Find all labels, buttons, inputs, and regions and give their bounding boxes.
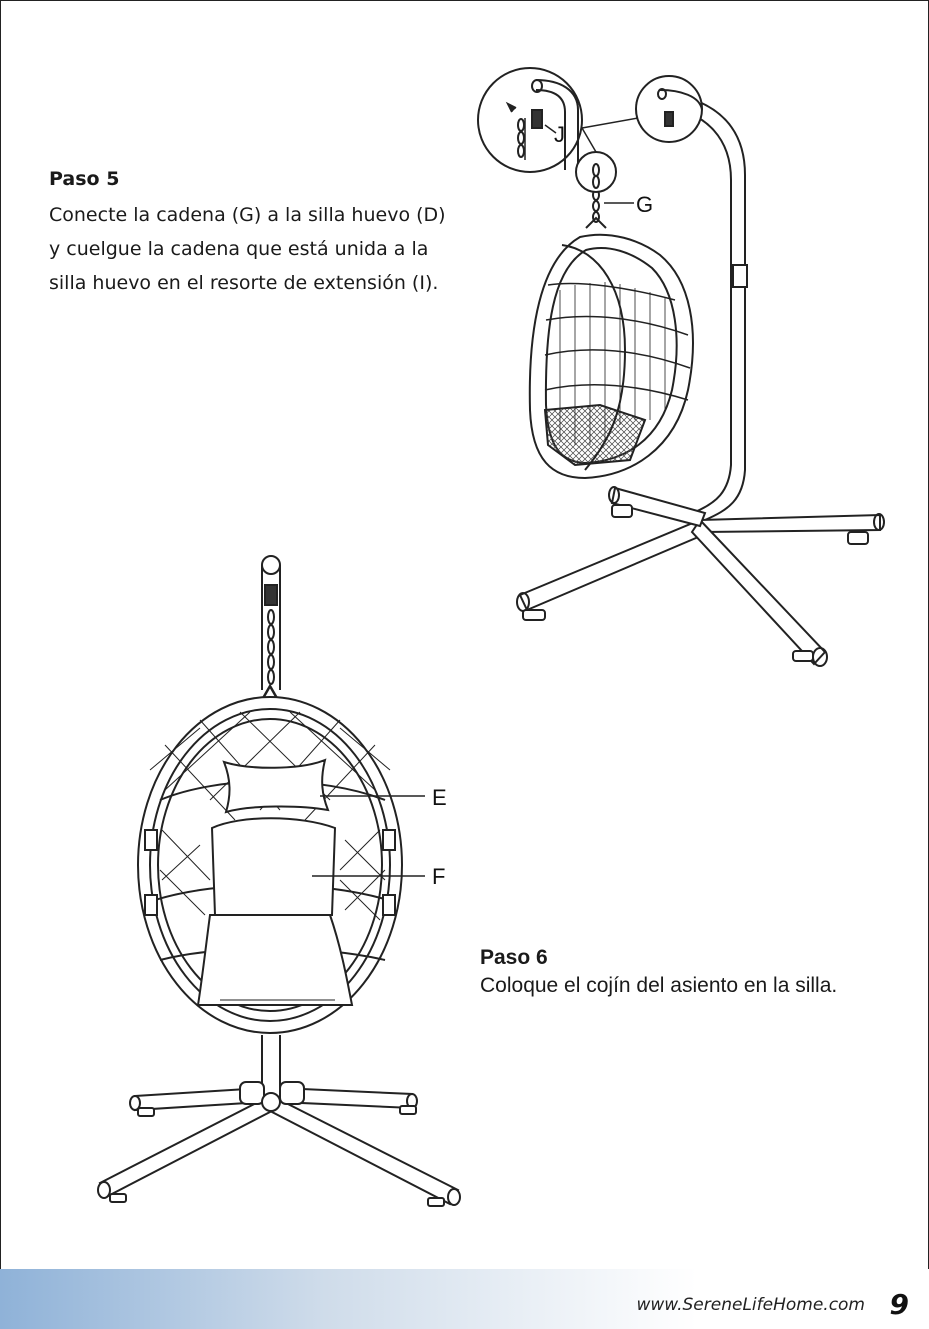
step-6-title: Paso 6 (480, 946, 548, 969)
stand-base-front (98, 1035, 460, 1206)
detail-circle-hook (636, 76, 702, 142)
step-5-line-2: y cuelgue la cadena que está unida a la (49, 238, 429, 260)
stand-pole-front (262, 556, 280, 700)
pillow-e (224, 760, 328, 812)
step-5-line-3: silla huevo en el resorte de extensión (I). (49, 272, 439, 294)
step-6-text: Coloque el cojín del asiento en la silla. (480, 974, 838, 997)
detail-circle-spring (478, 68, 582, 172)
label-f: F (432, 864, 446, 889)
label-j: J (554, 122, 565, 147)
label-g: G (636, 192, 654, 217)
page-number: 9 (889, 1288, 909, 1321)
footer-website: www.SereneLifeHome.com (636, 1295, 865, 1315)
step-5-illustration (478, 68, 884, 666)
step-5-line-1: Conecte la cadena (G) a la silla huevo (D) (49, 204, 446, 226)
stand-base-side (517, 487, 884, 666)
step-6-illustration (98, 556, 460, 1206)
step-5-title: Paso 5 (49, 168, 120, 190)
seat-cushion-f (198, 818, 352, 1005)
label-e: E (432, 785, 447, 810)
detail-circle-chain (576, 152, 616, 192)
footer-band (0, 1269, 929, 1329)
egg-chair-side (530, 218, 693, 478)
